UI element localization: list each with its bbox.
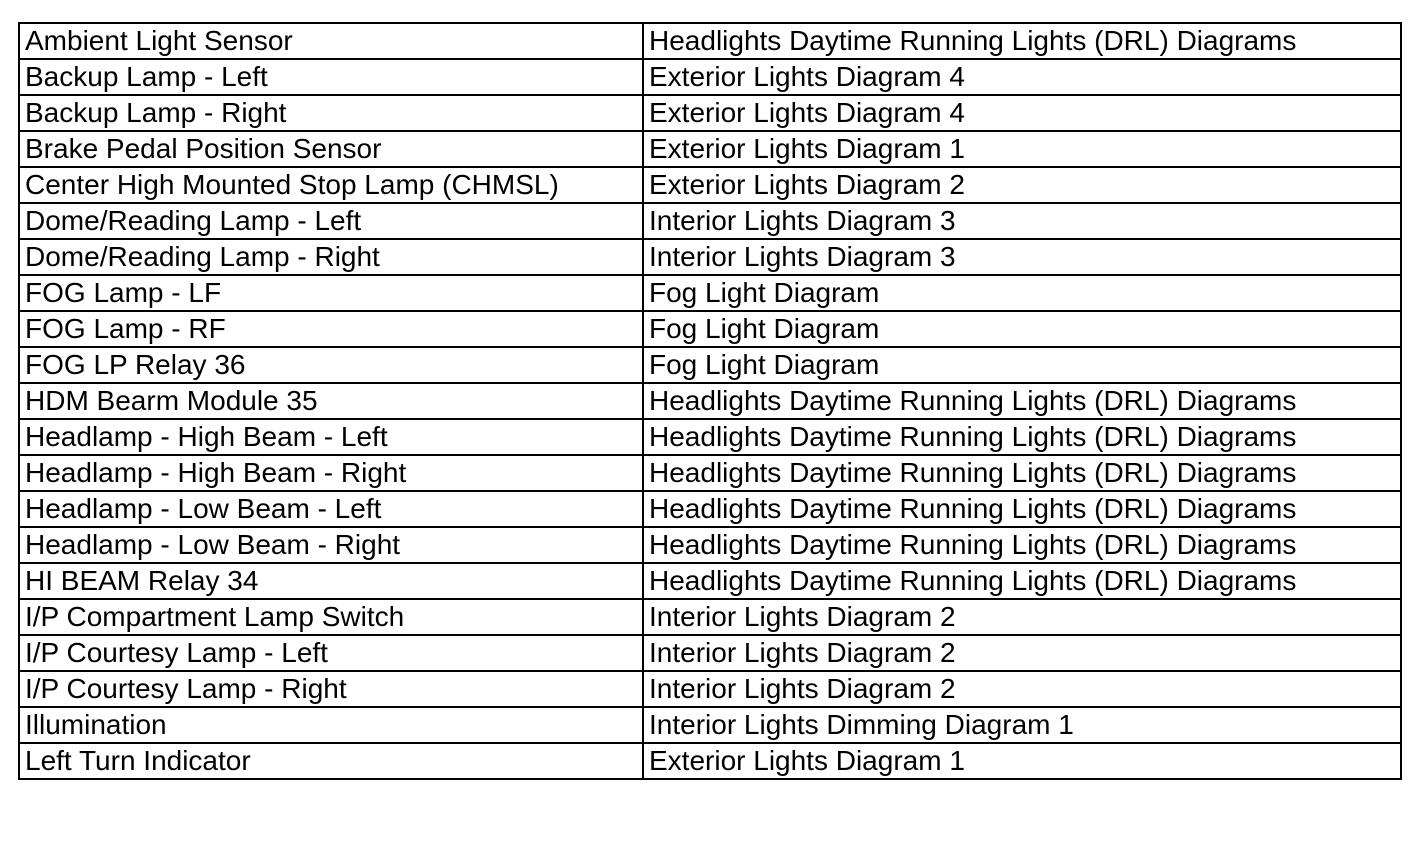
table-row	[19, 599, 1401, 635]
component-cell: Illumination	[19, 707, 643, 743]
table-row	[19, 527, 1401, 563]
component-cell: Headlamp - Low Beam - Left	[19, 491, 643, 527]
diagram-cell: Interior Lights Diagram 2	[643, 599, 1401, 635]
diagram-cell: Interior Lights Dimming Diagram 1	[643, 707, 1401, 743]
component-cell: Center High Mounted Stop Lamp (CHMSL)	[19, 167, 643, 203]
component-cell: I/P Courtesy Lamp - Left	[19, 635, 643, 671]
diagram-cell: Exterior Lights Diagram 1	[643, 743, 1401, 779]
table-row	[19, 167, 1401, 203]
component-cell: Backup Lamp - Right	[19, 95, 643, 131]
table-row	[19, 743, 1401, 779]
table-row	[19, 203, 1401, 239]
diagram-cell: Headlights Daytime Running Lights (DRL) Diagrams	[643, 563, 1401, 599]
table-row	[19, 95, 1401, 131]
diagram-cell: Headlights Daytime Running Lights (DRL) Diagrams	[643, 383, 1401, 419]
table-row	[19, 707, 1401, 743]
diagram-cell: Exterior Lights Diagram 4	[643, 59, 1401, 95]
component-cell: FOG Lamp - RF	[19, 311, 643, 347]
diagram-cell: Headlights Daytime Running Lights (DRL) Diagrams	[643, 491, 1401, 527]
component-cell: Headlamp - High Beam - Left	[19, 419, 643, 455]
component-cell: HI BEAM Relay 34	[19, 563, 643, 599]
component-cell: Brake Pedal Position Sensor	[19, 131, 643, 167]
diagram-cell: Interior Lights Diagram 2	[643, 671, 1401, 707]
diagram-cell: Fog Light Diagram	[643, 275, 1401, 311]
table-row	[19, 275, 1401, 311]
table-row	[19, 239, 1401, 275]
table-row	[19, 563, 1401, 599]
component-cell: I/P Courtesy Lamp - Right	[19, 671, 643, 707]
diagram-cell: Interior Lights Diagram 3	[643, 203, 1401, 239]
table-row	[19, 23, 1401, 59]
component-cell: HDM Bearm Module 35	[19, 383, 643, 419]
component-cell: Headlamp - High Beam - Right	[19, 455, 643, 491]
component-cell: Backup Lamp - Left	[19, 59, 643, 95]
table-row	[19, 383, 1401, 419]
component-diagram-table	[18, 22, 1402, 780]
table-row	[19, 635, 1401, 671]
component-cell: Ambient Light Sensor	[19, 23, 643, 59]
component-cell: Left Turn Indicator	[19, 743, 643, 779]
table-row	[19, 131, 1401, 167]
table-row	[19, 311, 1401, 347]
table-body	[19, 23, 1401, 779]
component-cell: FOG Lamp - LF	[19, 275, 643, 311]
diagram-cell: Exterior Lights Diagram 2	[643, 167, 1401, 203]
diagram-cell: Exterior Lights Diagram 4	[643, 95, 1401, 131]
table-row	[19, 455, 1401, 491]
table-row	[19, 419, 1401, 455]
diagram-cell: Headlights Daytime Running Lights (DRL) Diagrams	[643, 23, 1401, 59]
table-row	[19, 491, 1401, 527]
component-cell: Dome/Reading Lamp - Right	[19, 239, 643, 275]
diagram-cell: Headlights Daytime Running Lights (DRL) Diagrams	[643, 455, 1401, 491]
diagram-cell: Interior Lights Diagram 3	[643, 239, 1401, 275]
diagram-cell: Fog Light Diagram	[643, 311, 1401, 347]
diagram-cell: Fog Light Diagram	[643, 347, 1401, 383]
table-row	[19, 59, 1401, 95]
diagram-cell: Exterior Lights Diagram 1	[643, 131, 1401, 167]
diagram-cell: Headlights Daytime Running Lights (DRL) Diagrams	[643, 419, 1401, 455]
component-cell: I/P Compartment Lamp Switch	[19, 599, 643, 635]
component-cell: FOG LP Relay 36	[19, 347, 643, 383]
component-cell: Dome/Reading Lamp - Left	[19, 203, 643, 239]
component-cell: Headlamp - Low Beam - Right	[19, 527, 643, 563]
table-row	[19, 347, 1401, 383]
diagram-cell: Interior Lights Diagram 2	[643, 635, 1401, 671]
table-row	[19, 671, 1401, 707]
diagram-cell: Headlights Daytime Running Lights (DRL) Diagrams	[643, 527, 1401, 563]
